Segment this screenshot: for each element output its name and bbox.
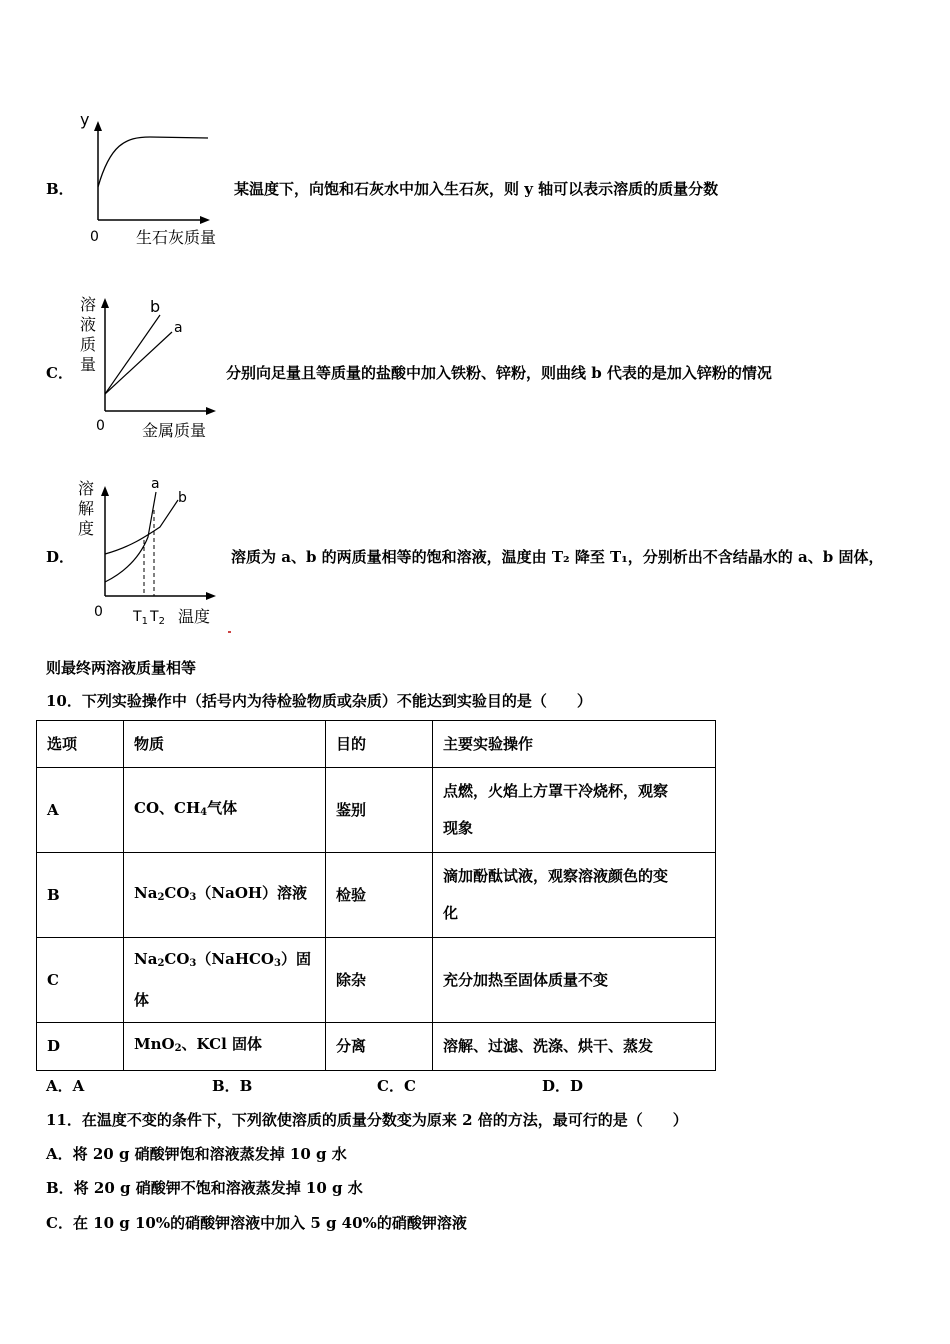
option-d-text: 溶质为 a、b 的两质量相等的饱和溶液，温度由 T₂ 降至 T₁，分别析出不含结晶水的 a、b 固体，: [231, 548, 884, 566]
stray-mark: [228, 631, 231, 633]
option-c-origin: 0: [96, 418, 105, 434]
table-row: [37, 853, 716, 938]
option-c-line-b: [105, 315, 160, 394]
option-c-curve-b-label: b: [150, 297, 161, 316]
table-row: [37, 768, 716, 853]
row-d-operation: 溶解、过滤、洗涤、烘干、蒸发: [433, 1023, 716, 1071]
row-b-substance: $Na_2CO_3(NaOH)$溶液: [124, 853, 326, 938]
row-c-operation: 充分加热至固体质量不变: [433, 938, 716, 1023]
option-c-graph: [70, 290, 230, 445]
option-d-label: D．: [46, 548, 75, 566]
q11-option-c[interactable]: C．在 10 g 10%的硝酸钾溶液中加入 5 g 40%的硝酸钾溶液: [46, 1214, 467, 1232]
table-row: [37, 1023, 716, 1071]
option-c-y-char-4: 量: [80, 355, 97, 374]
option-c-curve-a-label: a: [174, 320, 183, 336]
row-a-substance: CO、$CH_4$气体: [124, 768, 326, 853]
row-c-purpose: 除杂: [326, 938, 433, 1023]
option-d-origin: 0: [94, 604, 103, 620]
option-d-y-char-1: 溶: [78, 479, 95, 498]
option-c-y-char-1: 溶: [80, 295, 97, 314]
row-a-purpose: 鉴别: [326, 768, 433, 853]
row-d-option: D: [37, 1023, 124, 1071]
table-header-row: [37, 721, 716, 768]
option-c-text: 分别向足量且等质量的盐酸中加入铁粉、锌粉，则曲线 b 代表的是加入锌粉的情况: [226, 364, 772, 382]
option-d-curve-b-label: b: [178, 490, 187, 506]
q10-answer-d[interactable]: D．D: [542, 1077, 584, 1095]
option-d-x-label: 温度: [178, 607, 211, 626]
q10-answer-a[interactable]: A．A: [46, 1077, 85, 1095]
option-d-graph: [70, 472, 230, 632]
option-d-curve-b: [105, 500, 178, 554]
option-b-label: B．: [46, 180, 74, 198]
q10-stem: 10．下列实验操作中（括号内为待检验物质或杂质）不能达到实验目的是（ ）: [46, 692, 592, 710]
header-purpose: 目的: [326, 721, 433, 768]
row-d-substance: MnO$_2$、KCl 固体: [124, 1023, 326, 1071]
option-c-label: C．: [46, 364, 73, 382]
option-b-x-label: 生石灰质量: [136, 228, 217, 247]
option-c-line-a: [105, 332, 172, 394]
option-d-curve-a: [105, 492, 156, 582]
q10-table: [36, 720, 716, 1071]
option-d-t2-label: $T_2$: [150, 609, 165, 627]
option-d-continuation: 则最终两溶液质量相等: [46, 659, 197, 677]
header-option: 选项: [37, 721, 124, 768]
q11-option-b[interactable]: B．将 20 g 硝酸钾不饱和溶液蒸发掉 10 g 水: [46, 1179, 363, 1197]
row-c-substance: $Na_2CO_3(NaHCO_3)$固 体: [124, 938, 326, 1023]
q10-answer-c[interactable]: C．C: [377, 1077, 416, 1095]
row-a-option: A: [37, 768, 124, 853]
option-c-y-char-2: 液: [80, 315, 97, 334]
option-b-origin: 0: [90, 229, 99, 245]
row-c-option: C: [37, 938, 124, 1023]
row-d-purpose: 分离: [326, 1023, 433, 1071]
header-operation: 主要实验操作: [433, 721, 716, 768]
row-a-operation: 点燃，火焰上方罩干冷烧杯，观察 现象: [433, 768, 716, 853]
q10-answer-b[interactable]: B．B: [212, 1077, 253, 1095]
option-b-text: 某温度下，向饱和石灰水中加入生石灰，则 y 轴可以表示溶质的质量分数: [234, 180, 719, 198]
table-row: [37, 938, 716, 1023]
row-b-operation: 滴加酚酞试液，观察溶液颜色的变 化: [433, 853, 716, 938]
option-d-y-char-3: 度: [78, 519, 95, 538]
option-c-x-label: 金属质量: [142, 421, 207, 440]
option-d-curve-a-label: a: [151, 476, 160, 492]
option-b-y-label: y: [80, 110, 90, 129]
q11-option-a[interactable]: A．将 20 g 硝酸钾饱和溶液蒸发掉 10 g 水: [46, 1145, 347, 1163]
option-d-y-char-2: 解: [78, 499, 95, 518]
row-b-purpose: 检验: [326, 853, 433, 938]
row-b-option: B: [37, 853, 124, 938]
header-substance: 物质: [124, 721, 326, 768]
option-b-graph: [70, 105, 245, 255]
q11-stem: 11．在温度不变的条件下，下列欲使溶质的质量分数变为原来 2 倍的方法，最可行的是（ ）: [46, 1111, 688, 1129]
option-d-t1-label: $T_1$: [133, 609, 148, 627]
option-c-y-char-3: 质: [80, 335, 97, 354]
